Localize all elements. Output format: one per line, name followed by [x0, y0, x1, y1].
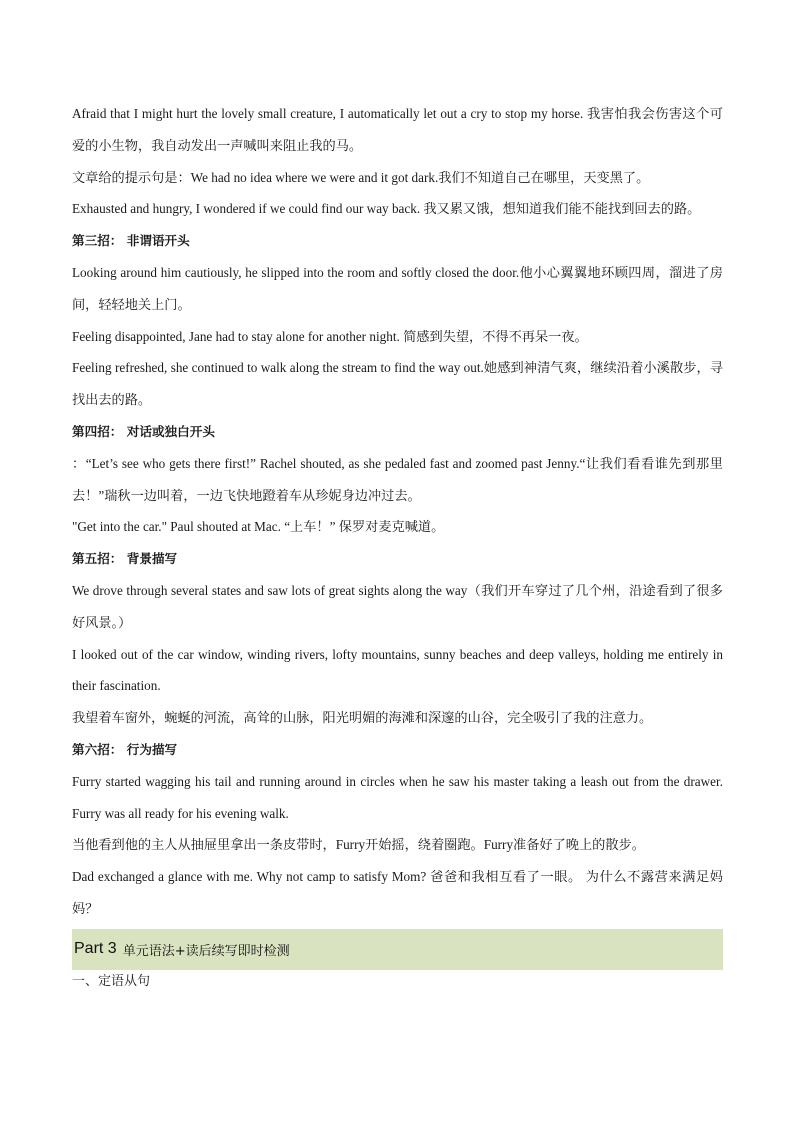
- paragraph: Feeling refreshed, she continued to walk along the stream to find the way out.她感到神清气爽，继续沿着小溪散步，寻找出去的路。: [72, 360, 723, 408]
- section-title: 一、定语从句: [72, 973, 151, 989]
- paragraph: 当他看到他的主人从抽屉里拿出一条皮带时，Furry开始摇，绕着圈跑。Furry准备好了晚上的散步。: [72, 837, 645, 853]
- heading-method-6: 第六招： 行为描写: [72, 741, 178, 757]
- paragraph: Feeling disappointed, Jane had to stay alone for another night. 简感到失望，不得不再呆一夜。: [72, 328, 588, 344]
- paragraph: Dad exchanged a glance with me. Why not camp to satisfy Mom? 爸爸和我相互看了一眼。 为什么不露营来满足妈妈？: [72, 869, 723, 916]
- part-banner: [72, 929, 723, 970]
- paragraph: Exhausted and hungry, I wondered if we could find our way back. 我又累又饿，想知道我们能不能找到回去的路。: [72, 201, 701, 217]
- paragraph: "Get into the car." Paul shouted at Mac. “上车！” 保罗对麦克喊道。: [72, 519, 445, 535]
- paragraph: Looking around him cautiously, he slipped into the room and softly closed the door.他小心翼翼地环顾四周，溜进了房间，轻轻地关上门。: [72, 264, 723, 312]
- paragraph: Afraid that I might hurt the lovely small creature, I automatically let out a cry to stop my horse. 我害怕我会伤害这个可爱的小生物，我自动发出一声喊叫来阻止我的马。: [72, 106, 723, 153]
- heading-method-4: 第四招： 对话或独白开头: [72, 423, 215, 439]
- part-label: Part 3: [74, 940, 117, 958]
- paragraph: ：“Let’s see who gets there first!” Rachel shouted, as she pedaled fast and zoomed past Jenny.“让我们看看谁先到那里去！”瑞秋一边叫着，一边飞快地蹬着车从珍妮身边冲过去。: [72, 455, 723, 503]
- document-content: [72, 98, 723, 994]
- paragraph: We drove through several states and saw lots of great sights along the way（我们开车穿过了几个州，沿途看到了很多好风景。）: [72, 582, 723, 630]
- paragraph: I looked out of the car window, winding rivers, lofty mountains, sunny beaches and deep valleys, holding me entirely in their fascination.: [72, 646, 723, 694]
- heading-method-3: 第三招： 非谓语开头: [72, 233, 190, 249]
- part-title: 单元语法+读后续写即时检测: [122, 943, 290, 959]
- paragraph: 文章给的提示句是：We had no idea where we were and it got dark.我们不知道自己在哪里，天变黑了。: [72, 169, 650, 185]
- paragraph: Furry started wagging his tail and running around in circles when he saw his master taking a leash out from the drawer. Furry was all ready for his evening walk.: [72, 773, 723, 821]
- heading-method-5: 第五招： 背景描写: [72, 551, 178, 567]
- paragraph: 我望着车窗外，蜿蜒的河流，高耸的山脉，阳光明媚的海滩和深邃的山谷，完全吸引了我的注意力。: [72, 710, 653, 726]
